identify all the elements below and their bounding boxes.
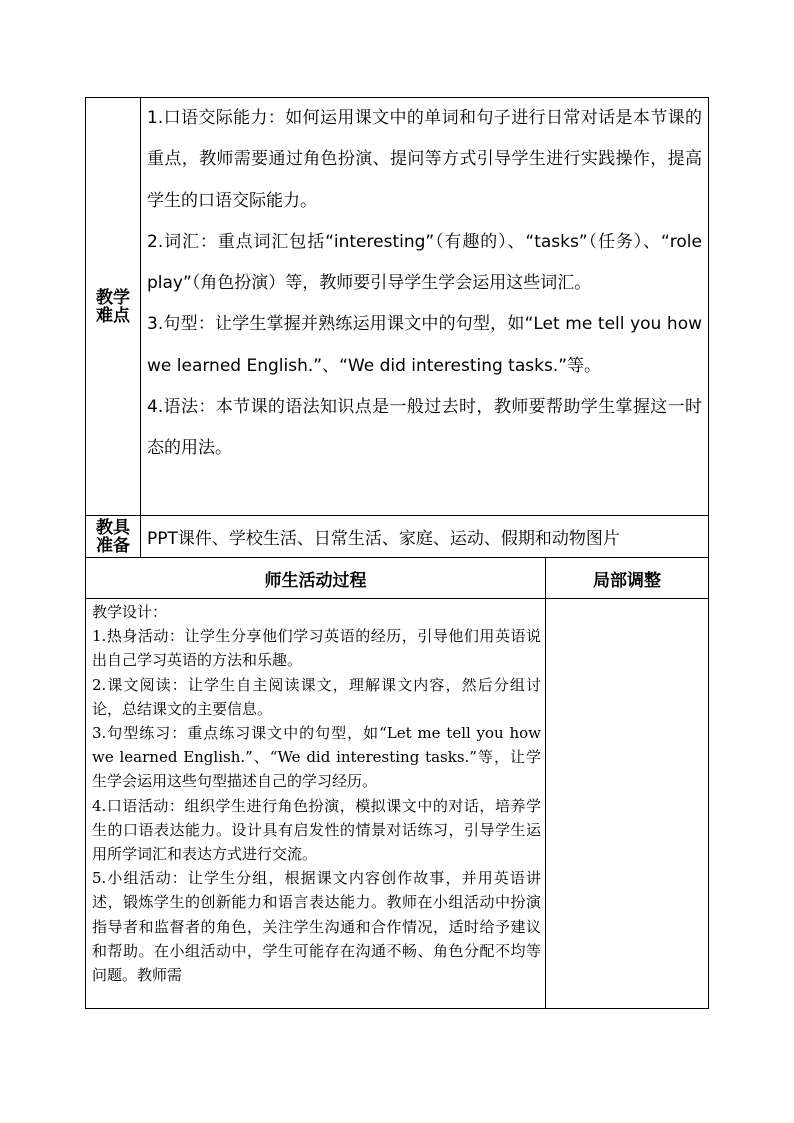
difficulty-label-cell (86, 98, 140, 515)
preparation-text: PPT课件、学校生活、日常生活、家庭、运动、假期和动物图片 (147, 529, 620, 549)
difficulty-item-2: 2.词汇：重点词汇包括“interesting”（有趣的）、“tasks”（任务）、“role play”（角色扮演）等，教师要引导学生学会运用这些词汇。 (147, 231, 702, 294)
design-item-2: 2.课文阅读：让学生自主阅读课文，理解课文内容，然后分组讨论，总结课文的主要信息。 (92, 675, 541, 718)
adjust-header-cell (546, 558, 708, 598)
design-item-4: 4.口语活动：组织学生进行角色扮演，模拟课文中的对话，培养学生的口语表达能力。设计具有启发性的情景对话练习，引导学生运用所学词汇和表达方式进行交流。 (92, 796, 541, 864)
adjust-header: 局部调整 (593, 570, 661, 591)
difficulty-item-4: 4.语法：本节课的语法知识点是一般过去时，教师要帮助学生掌握这一时态的用法。 (147, 397, 702, 459)
difficulty-label: 教学难点 (96, 287, 130, 326)
design-item-1: 1.热身活动：让学生分享他们学习英语的经历，引导他们用英语说出自己学习英语的方法和乐趣。 (92, 627, 541, 670)
design-item-3: 3.句型练习：重点练习课文中的句型，如“Let me tell you how we learned English.”、“We did interesting tasks.”等，让学生学会运用这些句型描述自己的学习经历。 (92, 724, 541, 791)
difficulty-item-3: 3.句型：让学生掌握并熟练运用课文中的句型，如“Let me tell you how we learned English.”、“We did interesting tasks.”等。 (147, 314, 702, 376)
design-title: 教学设计： (92, 603, 168, 621)
activity-header: 师生活动过程 (264, 570, 367, 591)
preparation-content-cell (141, 516, 708, 557)
preparation-label-cell (86, 516, 140, 557)
design-item-5: 5.小组活动：让学生分组，根据课文内容创作故事，并用英语讲述，锻炼学生的创新能力和语言表达能力。教师在小组活动中扮演指导者和监督者的角色，关注学生沟通和合作情况，适时给予建议和帮助。在小组活动中，学生可能存在沟通不畅、角色分配不均等问题。教师需 (92, 869, 541, 985)
adjust-content-cell (546, 599, 708, 1008)
difficulty-item-1: 1.口语交际能力：如何运用课文中的单词和句子进行日常对话是本节课的重点，教师需要通过角色扮演、提问等方式引导学生进行实践操作，提高学生的口语交际能力。 (147, 108, 702, 211)
lesson-plan-table (85, 97, 709, 1009)
design-content-cell (86, 599, 545, 1008)
difficulty-content-cell (141, 98, 708, 515)
preparation-label: 教具准备 (96, 517, 130, 556)
activity-header-cell (86, 558, 545, 598)
